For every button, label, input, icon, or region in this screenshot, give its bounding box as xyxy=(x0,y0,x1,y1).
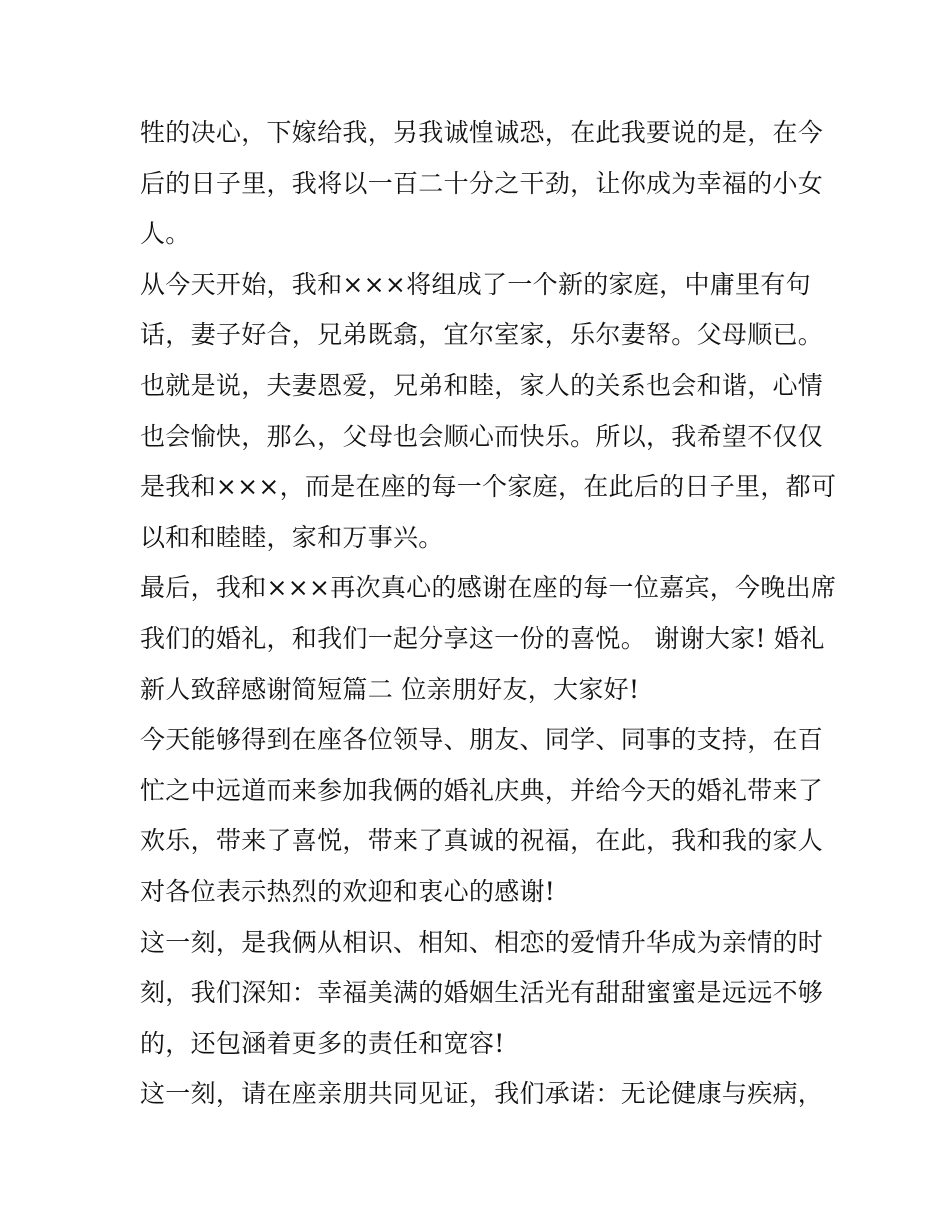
text-line: 最后，我和×××再次真心的感谢在座的每一位嘉宾，今晚出席 xyxy=(140,573,837,603)
text-line: 新人致辞感谢简短篇二 位亲朋好友，大家好! xyxy=(140,674,640,704)
text-line: 我们的婚礼，和我们一起分享这一份的喜悦。 谢谢大家! 婚礼 xyxy=(140,623,825,653)
text-line: 也会愉快，那么，父母也会顺心而快乐。所以，我希望不仅仅 xyxy=(140,421,824,451)
text-line: 今天能够得到在座各位领导、朋友、同学、同事的支持，在百 xyxy=(140,725,824,755)
text-line: 忙之中远道而来参加我俩的婚礼庆典，并给今天的婚礼带来了 xyxy=(140,775,824,805)
text-line: 以和和睦睦，家和万事兴。 xyxy=(140,522,444,552)
text-line: 从今天开始，我和×××将组成了一个新的家庭，中庸里有句 xyxy=(140,269,811,299)
text-line: 对各位表示热烈的欢迎和衷心的感谢! xyxy=(140,876,556,906)
text-line: 后的日子里，我将以一百二十分之干劲，让你成为幸福的小女 xyxy=(140,168,824,198)
text-line: 也就是说，夫妻恩爱，兄弟和睦，家人的关系也会和谐，心情 xyxy=(140,370,824,400)
text-line: 牲的决心，下嫁给我，另我诚惶诚恐，在此我要说的是，在今 xyxy=(140,118,824,147)
text-line: 这一刻，是我俩从相识、相知、相恋的爱情升华成为亲情的时 xyxy=(140,927,824,957)
text-line: 这一刻，请在座亲朋共同见证，我们承诺：无论健康与疾病， xyxy=(140,1079,824,1109)
text-line: 话，妻子好合，兄弟既翕，宜尔室家，乐尔妻帑。父母顺已。 xyxy=(140,320,824,350)
text-line: 刻，我们深知：幸福美满的婚姻生活光有甜甜蜜蜜是远远不够 xyxy=(140,978,824,1008)
text-line: 的，还包涵着更多的责任和宽容! xyxy=(140,1028,505,1058)
body-text xyxy=(140,108,837,1120)
text-line: 欢乐，带来了喜悦，带来了真诚的祝福，在此，我和我的家人 xyxy=(140,826,824,856)
text-line: 人。 xyxy=(140,219,191,249)
text-line: 是我和×××，而是在座的每一个家庭，在此后的日子里，都可 xyxy=(140,472,837,502)
